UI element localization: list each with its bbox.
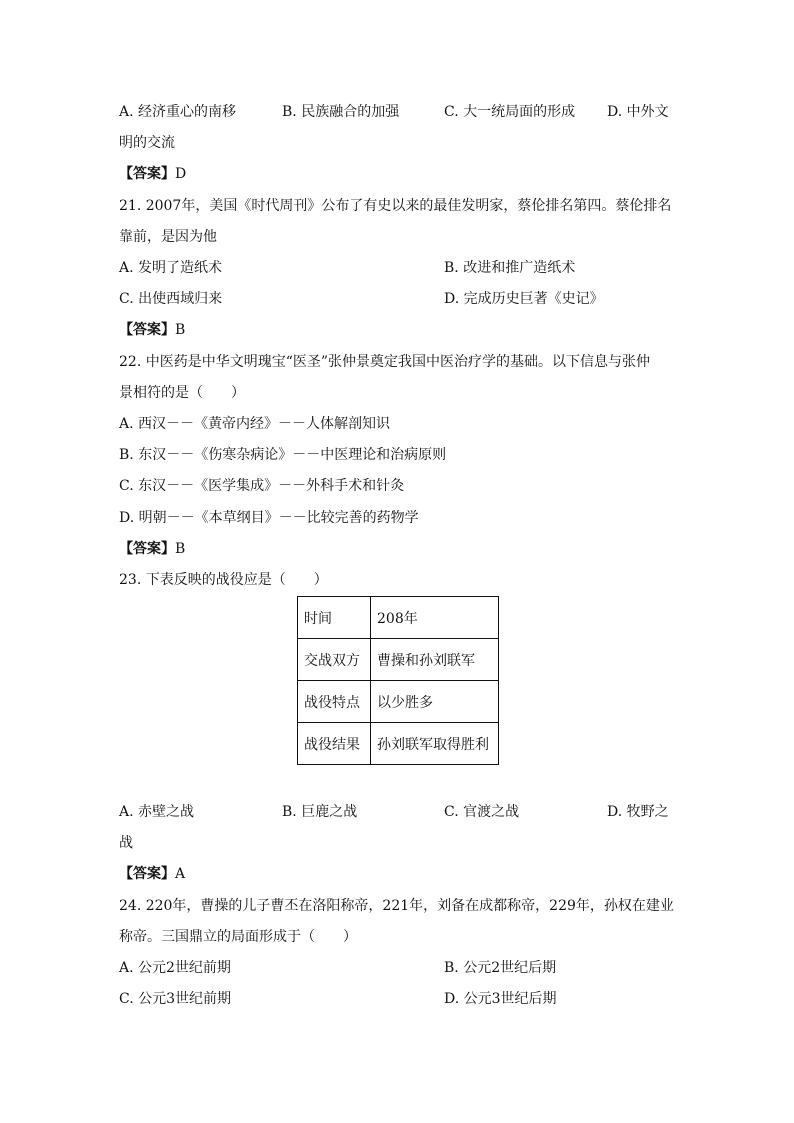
- q22-option-b: B. 东汉－－《伤寒杂病论》－－中医理论和治病原则: [119, 447, 447, 463]
- answer-value: B: [175, 322, 186, 338]
- q23-option-a: A. 赤壁之战: [119, 804, 195, 820]
- q23-option-d-continued: 战: [119, 835, 133, 851]
- q20-option-d-continued: 明的交流: [119, 135, 175, 151]
- table-row: [298, 639, 499, 681]
- table-cell-value: 208年: [371, 597, 499, 639]
- table-cell-value: 曹操和孙刘联军: [371, 639, 499, 681]
- answer-label: 【答案】: [119, 541, 175, 557]
- table-cell-label: 时间: [298, 597, 371, 639]
- q22-answer: [119, 539, 185, 559]
- q23-stem: 23. 下表反映的战役应是（ ）: [119, 572, 328, 588]
- q21-option-c: C. 出使西域归来: [119, 291, 223, 307]
- q24-stem-line2: 称帝。三国鼎立的局面形成于（ ）: [119, 929, 357, 945]
- q24-option-a: A. 公元2世纪前期: [119, 960, 231, 976]
- answer-label: 【答案】: [119, 322, 175, 338]
- q22-option-c: C. 东汉－－《医学集成》－－外科手术和针灸: [119, 478, 405, 494]
- q22-stem-line2: 景相符的是（ ）: [119, 385, 245, 401]
- q21-option-a: A. 发明了造纸术: [119, 260, 223, 276]
- q22-option-a: A. 西汉－－《黄帝内经》－－人体解剖知识: [119, 416, 391, 432]
- answer-value: A: [175, 866, 186, 882]
- q24-option-d: D. 公元3世纪后期: [444, 991, 557, 1007]
- table-cell-label: 战役特点: [298, 681, 371, 723]
- answer-label: 【答案】: [119, 866, 175, 882]
- q24-option-c: C. 公元3世纪前期: [119, 991, 232, 1007]
- answer-label: 【答案】: [119, 166, 175, 182]
- table-cell-value: 孙刘联军取得胜利: [371, 723, 499, 765]
- table-row: [298, 723, 499, 765]
- q20-option-a: A. 经济重心的南移: [119, 104, 237, 120]
- q23-option-c: C. 官渡之战: [444, 804, 520, 820]
- q21-stem-line2: 靠前，是因为他: [119, 229, 217, 245]
- q21-answer: [119, 320, 185, 340]
- q20-answer: [119, 164, 186, 184]
- q23-option-b: B. 巨鹿之战: [282, 804, 358, 820]
- q21-option-d: D. 完成历史巨著《史记》: [444, 291, 604, 307]
- q20-option-b: B. 民族融合的加强: [282, 104, 400, 120]
- q23-answer: [119, 864, 185, 884]
- table-row: [298, 597, 499, 639]
- answer-value: B: [175, 541, 186, 557]
- q22-option-d: D. 明朝－－《本草纲目》－－比较完善的药物学: [119, 510, 419, 526]
- q21-stem-line1: 21. 2007年，美国《时代周刊》公布了有史以来的最佳发明家，蔡伦排名第四。蔡伦排名: [119, 198, 672, 214]
- battle-info-table: [297, 596, 499, 765]
- q20-option-c: C. 大一统局面的形成: [444, 104, 576, 120]
- q24-stem-line1: 24. 220年，曹操的儿子曹丕在洛阳称帝，221年，刘备在成都称帝，229年，孙权在建业: [119, 898, 674, 914]
- table-cell-label: 战役结果: [298, 723, 371, 765]
- q24-option-b: B. 公元2世纪后期: [444, 960, 557, 976]
- table-cell-value: 以少胜多: [371, 681, 499, 723]
- q21-option-b: B. 改进和推广造纸术: [444, 260, 576, 276]
- answer-value: D: [175, 166, 187, 182]
- q22-stem-line1: 22. 中医药是中华文明瑰宝“医圣”张仲景奠定我国中医治疗学的基础。以下信息与张仲: [119, 354, 651, 370]
- table-row: [298, 681, 499, 723]
- q23-option-d: D. 牧野之: [607, 804, 669, 820]
- q20-option-d: D. 中外文: [607, 104, 669, 120]
- table-cell-label: 交战双方: [298, 639, 371, 681]
